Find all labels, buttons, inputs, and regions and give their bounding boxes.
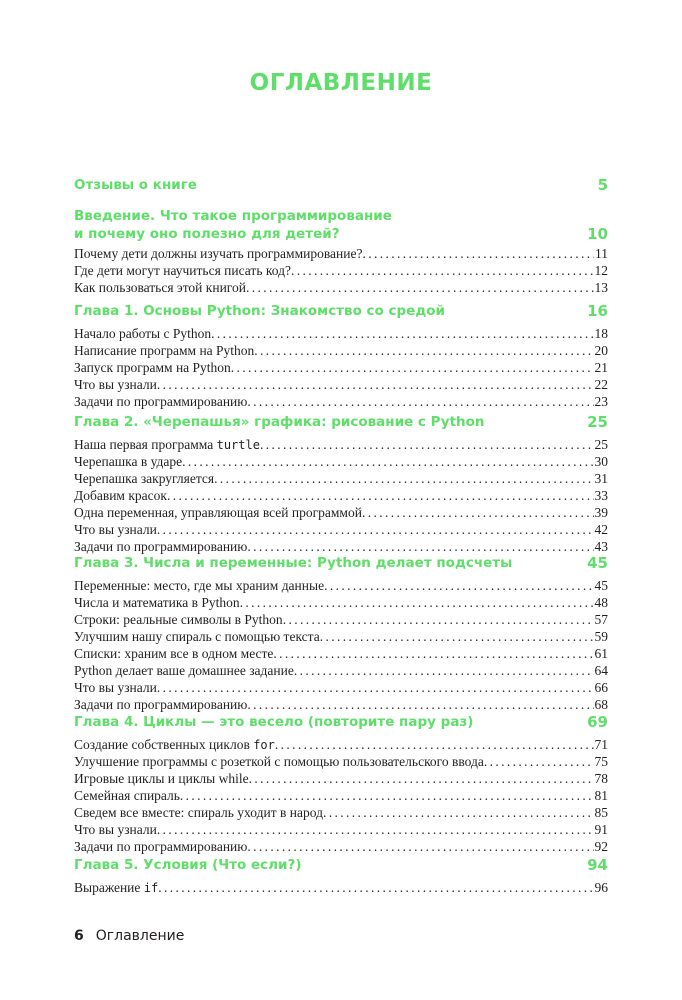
toc-entry[interactable] [74,376,608,393]
toc-entry[interactable] [74,359,608,376]
entry-label: Задачи по программированию [74,839,248,854]
code-word: for [253,738,275,752]
page-number: 6 [74,928,84,944]
chapter-title: Глава 5. Условия (Что если?) [74,857,302,873]
entry-page: 75 [594,754,608,769]
entry-label: Улучшение программы с розеткой с помощью пользовательского ввода [74,754,484,769]
entry-page: 91 [594,822,608,837]
toc-entry[interactable] [74,611,608,628]
chapter-title-line: Введение. Что такое программирование [74,208,392,224]
entry-label: Задачи по программированию [74,697,248,712]
entry-page: 12 [594,263,608,278]
entry-page: 39 [594,505,608,520]
entry-label: Задачи по программированию [74,394,248,409]
toc-entry[interactable] [74,521,608,538]
toc-entry[interactable] [74,696,608,713]
entry-page: 23 [594,394,608,409]
entry-label: Почему дети должны изучать программирование? [74,246,363,261]
toc-entry[interactable] [74,770,608,787]
entry-page: 43 [594,539,608,554]
toc-entry[interactable] [74,577,608,594]
footer-label: Оглавление [95,928,185,944]
entry-label: Добавим красок [74,488,167,503]
toc-entry[interactable] [74,879,608,896]
entry-page: 33 [594,488,608,503]
entry-page: 96 [594,880,608,895]
entry-page: 22 [594,377,608,392]
chapter-heading[interactable] [74,856,608,874]
toc-entry[interactable] [74,645,608,662]
chapter-title: Глава 4. Циклы — это весело (повторите пару раз) [74,714,474,730]
entry-label: Игровые циклы и циклы while [74,771,249,786]
chapter-page: 69 [587,713,608,731]
entry-label: Что вы узнали [74,522,157,537]
chapter-heading[interactable] [74,713,608,731]
toc-entry[interactable] [74,436,608,453]
entry-label: Числа и математика в Python [74,595,240,610]
entry-page: 42 [594,522,608,537]
chapter-page: 25 [587,413,608,431]
chapter-heading[interactable] [74,207,608,243]
toc-entry[interactable] [74,487,608,504]
entry-label: Что вы узнали [74,377,157,392]
toc-entry[interactable] [74,262,608,279]
entry-page: 92 [594,839,608,854]
entry-page: 64 [594,663,608,678]
chapter-heading[interactable] [74,554,608,572]
chapter-title: Глава 3. Числа и переменные: Python делает подсчеты [74,555,513,571]
chapter-heading[interactable] [74,302,608,320]
entry-page: 30 [594,454,608,469]
entry-page: 11 [595,246,608,261]
toc-entry[interactable] [74,821,608,838]
entry-label: Черепашка в ударе [74,454,183,469]
entry-page: 45 [594,578,608,593]
chapter-page: 45 [587,554,608,572]
chapter-heading[interactable] [74,176,608,194]
chapter-page: 5 [597,176,608,194]
toc-entry[interactable] [74,504,608,521]
entry-page: 18 [594,326,608,341]
entry-page: 13 [594,280,608,295]
toc-entry[interactable] [74,325,608,342]
toc-entry[interactable] [74,804,608,821]
chapter-title: Отзывы о книге [74,177,197,193]
entry-page: 20 [594,343,608,358]
page-footer [74,928,184,944]
code-word: if [143,881,159,895]
toc-entry[interactable] [74,342,608,359]
entry-label: Переменные: место, где мы храним данные [74,578,325,593]
toc-entry[interactable] [74,470,608,487]
entry-page: 48 [594,595,608,610]
entry-label: Строки: реальные символы в Python [74,612,283,627]
entry-page: 68 [594,697,608,712]
toc-entry[interactable] [74,279,608,296]
toc-entry[interactable] [74,245,608,262]
entry-label: Выражение if [74,880,159,895]
chapter-title-line: и почему оно полезно для детей? [74,226,340,242]
entry-label: Создание собственных циклов for [74,737,275,752]
toc-entry[interactable] [74,538,608,555]
entry-label: Наша первая программа turtle [74,437,260,452]
entry-label: Где дети могут научиться писать код? [74,263,291,278]
entry-label: Сведем все вместе: спираль уходит в народ [74,805,323,820]
entry-label: Как пользоваться этой книгой [74,280,246,295]
entry-label: Одна переменная, управляющая всей программой [74,505,362,520]
entry-label: Улучшим нашу спираль с помощью текста [74,629,320,644]
toc-entry[interactable] [74,594,608,611]
entry-label: Что вы узнали [74,822,157,837]
entry-page: 21 [594,360,608,375]
chapter-page: 94 [587,856,608,874]
page-title: ОГЛАВЛЕНИЕ [249,70,433,96]
toc-entry[interactable] [74,787,608,804]
chapter-title: Глава 2. «Черепашья» графика: рисование с Python [74,414,485,430]
entry-page: 78 [594,771,608,786]
toc-entry[interactable] [74,753,608,770]
entry-page: 81 [594,788,608,803]
chapter-title: Глава 1. Основы Python: Знакомство со средой [74,303,445,319]
toc-entry[interactable] [74,453,608,470]
code-word: turtle [216,438,260,452]
entry-label: Черепашка закругляется [74,471,215,486]
entry-page: 25 [594,437,608,452]
toc-entry[interactable] [74,838,608,855]
chapter-page: 10 [587,225,608,243]
toc-entry[interactable] [74,679,608,696]
entry-label: Что вы узнали [74,680,157,695]
entry-label: Python делает ваше домашнее задание [74,663,294,678]
chapter-heading[interactable] [74,413,608,431]
entry-label: Списки: храним все в одном месте [74,646,274,661]
entry-page: 61 [594,646,608,661]
entry-page: 85 [594,805,608,820]
chapter-page: 16 [587,302,608,320]
entry-page: 31 [594,471,608,486]
entry-label: Семейная спираль [74,788,180,803]
entry-label: Задачи по программированию [74,539,248,554]
toc-entry[interactable] [74,628,608,645]
entry-label: Запуск программ на Python [74,360,231,375]
entry-page: 66 [594,680,608,695]
toc-entry[interactable] [74,736,608,753]
entry-page: 57 [594,612,608,627]
toc-entry[interactable] [74,393,608,410]
toc-entry[interactable] [74,662,608,679]
entry-page: 71 [594,737,608,752]
entry-label: Написание программ на Python [74,343,255,358]
entry-page: 59 [594,629,608,644]
entry-label: Начало работы с Python [74,326,212,341]
